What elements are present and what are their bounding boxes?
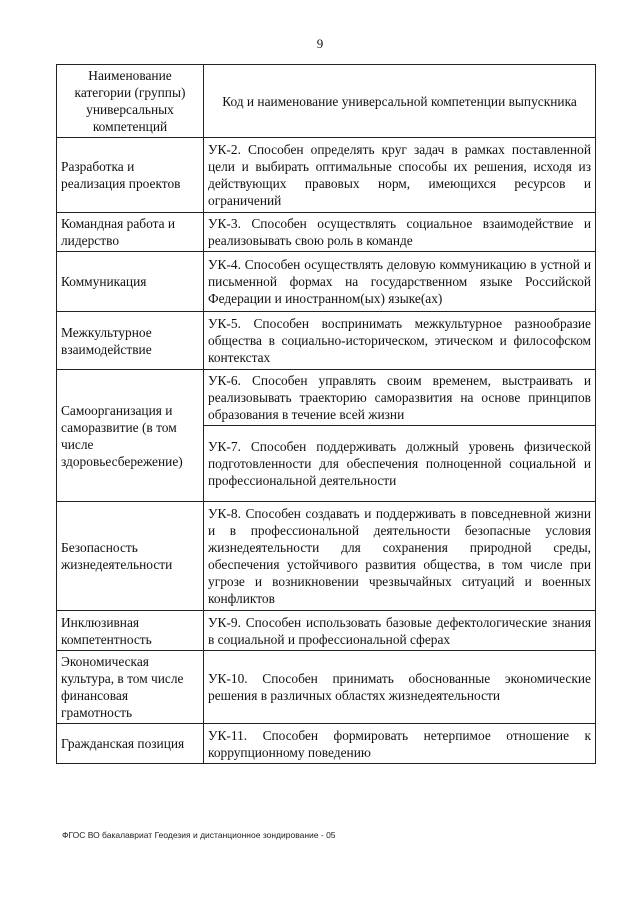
table-row <box>57 213 596 252</box>
row-competence: УК-11. Способен формировать нетерпимое отношение к коррупционному поведению <box>204 724 596 764</box>
table-row <box>57 370 596 426</box>
header-category: Наименование категории (группы) универсальных компетенций <box>57 65 204 138</box>
row-category: Гражданская позиция <box>57 724 204 764</box>
table-row <box>57 312 596 370</box>
row-competence: УК-10. Способен принимать обоснованные экономические решения в различных областях жизнедеятельности <box>204 651 596 724</box>
row-category: Инклюзивная компетентность <box>57 611 204 651</box>
competencies-table <box>56 64 596 764</box>
row-competence: УК-6. Способен управлять своим временем, выстраивать и реализовывать траекторию саморазвития на основе принципов образования в течение всей жизни <box>204 370 596 426</box>
row-competence: УК-4. Способен осуществлять деловую коммуникацию в устной и письменной формах на государственном языке Российской Федерации и иностранном(ых) языке(ах) <box>204 252 596 312</box>
row-category: Межкультурное взаимодействие <box>57 312 204 370</box>
row-competence: УК-7. Способен поддерживать должный уровень физической подготовленности для обеспечения полноценной социальной и профессиональной деятельности <box>204 426 596 502</box>
table-row <box>57 138 596 213</box>
table-row <box>57 502 596 611</box>
table-row <box>57 611 596 651</box>
row-category: Экономическая культура, в том числе финансовая грамотность <box>57 651 204 724</box>
row-category: Коммуникация <box>57 252 204 312</box>
table-row <box>57 724 596 764</box>
header-competence: Код и наименование универсальной компетенции выпускника <box>204 65 596 138</box>
row-category: Самоорганизация и саморазвитие (в том числе здоровьесбережение) <box>57 370 204 502</box>
row-competence: УК-2. Способен определять круг задач в рамках поставленной цели и выбирать оптимальные способы их решения, исходя из действующих правовых норм, имеющихся ресурсов и ограничений <box>204 138 596 213</box>
row-competence: УК-3. Способен осуществлять социальное взаимодействие и реализовывать свою роль в команде <box>204 213 596 252</box>
row-category: Разработка и реализация проектов <box>57 138 204 213</box>
table-row <box>57 651 596 724</box>
row-category: Безопасность жизнедеятельности <box>57 502 204 611</box>
row-category: Командная работа и лидерство <box>57 213 204 252</box>
table-row <box>57 252 596 312</box>
page-number: 9 <box>316 36 324 51</box>
document-footer: ФГОС ВО бакалавриат Геодезия и дистанционное зондирование - 05 <box>62 830 336 840</box>
table-header-row <box>57 65 596 138</box>
row-competence: УК-9. Способен использовать базовые дефектологические знания в социальной и профессиональной сферах <box>204 611 596 651</box>
row-competence: УК-5. Способен воспринимать межкультурное разнообразие общества в социально-историческом, этическом и философском контекстах <box>204 312 596 370</box>
row-competence: УК-8. Способен создавать и поддерживать в повседневной жизни и в профессиональной деятельности безопасные условия жизнедеятельности для сохранения природной среды, обеспечения устойчивого развития общества, в том числе при угрозе и возникновении чрезвычайных ситуаций и военных конфликтов <box>204 502 596 611</box>
